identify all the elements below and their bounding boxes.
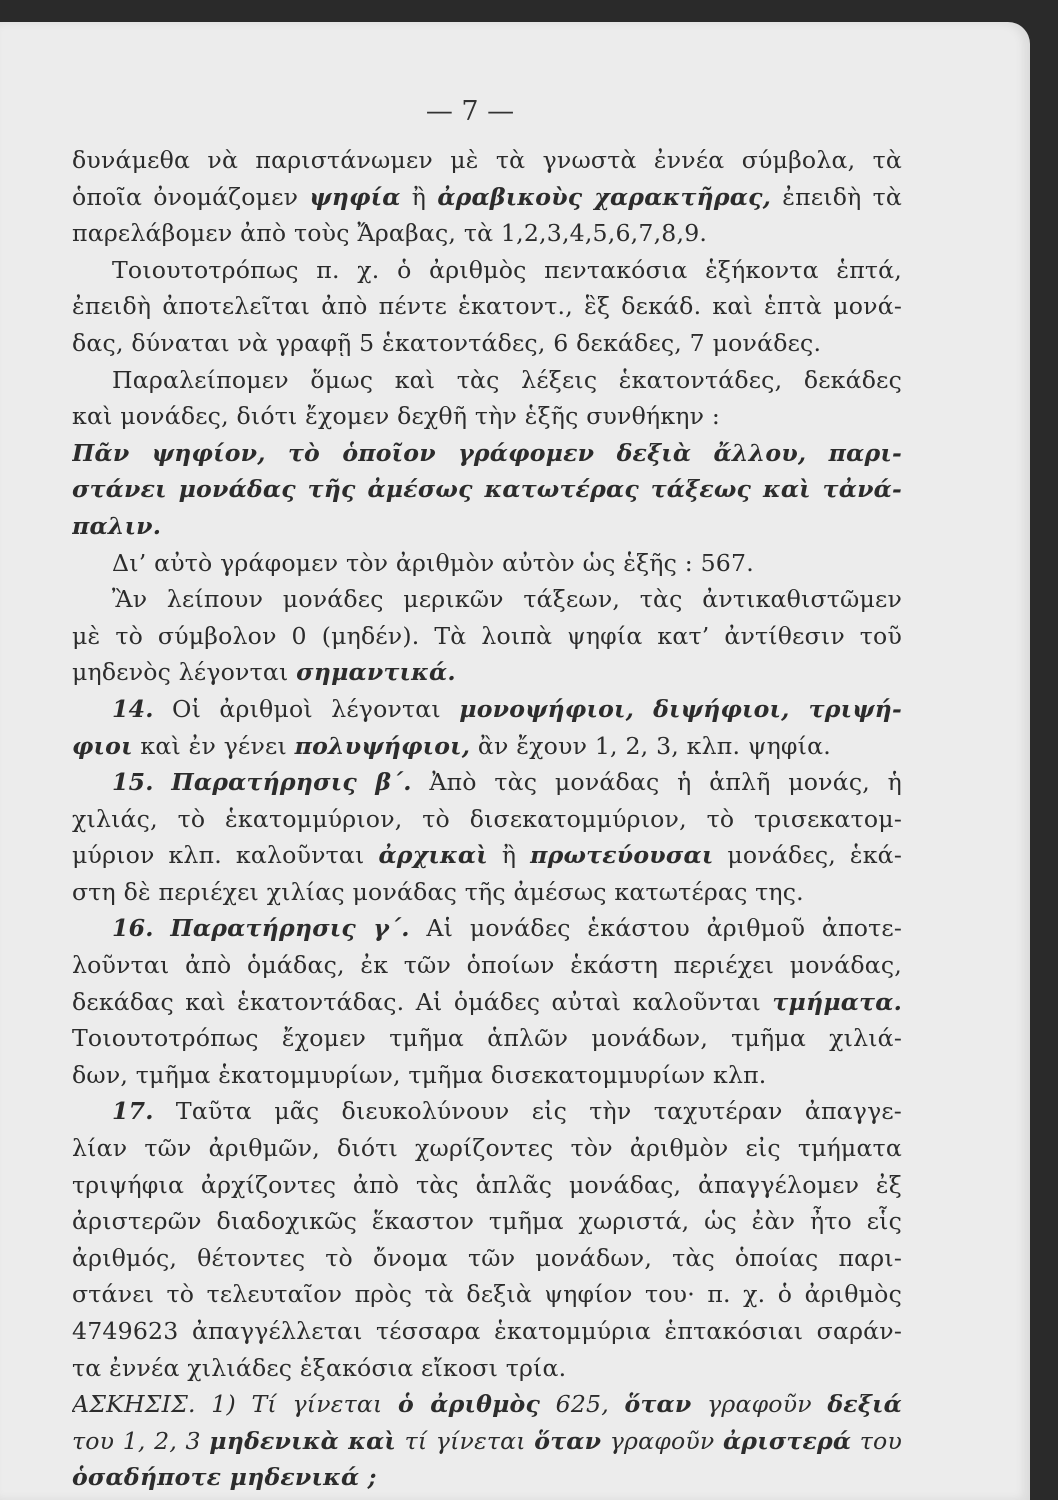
- text-run: δυνάμεθα νὰ παριστάνωμεν μὲ τὰ γνωστὰ ἐννέα σύμβολα, τὰ: [72, 146, 902, 174]
- italic-text: του: [851, 1426, 902, 1455]
- text-run: δων, τμῆμα ἑκατομμυρίων, τμῆμα δισεκατομμυρίων κλπ.: [72, 1060, 767, 1089]
- text-run: παρελάβομεν ἀπὸ τοὺς Ἄραβας, τὰ 1,2,3,4,5,6,7,8,9.: [72, 219, 708, 248]
- emphasis-text: ἀρχικαὶ: [378, 841, 488, 870]
- text-line: [72, 581, 902, 618]
- italic-text: 625,: [540, 1390, 625, 1419]
- text-run: Ἀπὸ τὰς μονάδας ἡ ἁπλῆ μονάς, ἡ: [411, 768, 902, 797]
- text-line: [72, 508, 902, 545]
- text-run: τριψήφια ἀρχίζοντες ἀπὸ τὰς ἁπλᾶς μονάδας, ἀπαγγέλομεν ἐξ: [72, 1170, 902, 1199]
- section-number: 14.: [112, 694, 154, 723]
- text-line: [72, 288, 902, 325]
- text-line: [72, 325, 902, 362]
- text-run: λοῦνται ἀπὸ ὁμάδας, ἐκ τῶν ὁποίων ἑκάστη περιέχει μονάδας,: [72, 951, 902, 980]
- text-run: Ἂν λείπουν μονάδες μερικῶν τάξεων, τὰς ἀντικαθιστῶμεν: [112, 585, 902, 614]
- text-run: στη δὲ περιέχει χιλίας μονάδας τῆς ἀμέσως κατωτέρας της.: [72, 877, 804, 906]
- text-line: [72, 1020, 902, 1057]
- text-line: [72, 1386, 902, 1423]
- emphasis-text: παλιν.: [72, 511, 162, 540]
- text-line: [72, 654, 902, 691]
- emphasis-text: πολυψήφιοι,: [294, 731, 471, 760]
- emphasis-text: πρωτεύουσαι: [530, 841, 714, 870]
- text-line: [72, 215, 902, 252]
- text-run: μύριον κλπ. καλοῦνται: [72, 841, 379, 870]
- text-line: [72, 618, 902, 655]
- emphasis-text: φιοι: [72, 731, 133, 760]
- text-line: [72, 252, 902, 289]
- emphasis-text: Παρατήρησις β΄.: [171, 768, 412, 797]
- text-line: [72, 984, 902, 1021]
- text-line: [72, 545, 902, 582]
- text-run: Δι’ αὐτὸ γράφομεν τὸν ἀριθμὸν αὐτὸν ὡς ἑξῆς : 567.: [112, 548, 754, 577]
- text-run: τα ἐννέα χιλιάδες ἑξακόσια εἴκοσι τρία.: [72, 1353, 567, 1382]
- text-line: [72, 179, 902, 216]
- text-line: [72, 874, 902, 911]
- text-run: [154, 914, 171, 942]
- emphasis-text: ἀριστερά: [722, 1426, 852, 1455]
- text-run: Τοιουτοτρόπως π. χ. ὁ ἀριθμὸς πεντακόσια ἑξήκοντα ἑπτά,: [112, 255, 902, 284]
- text-run: στάνει τὸ τελευταῖον πρὸς τὰ δεξιὰ ψηφίον του· π. χ. ὁ ἀριθμὸς: [72, 1280, 902, 1309]
- text-line: [72, 1350, 902, 1387]
- text-line: [72, 1276, 902, 1313]
- emphasis-text: δεξιά: [827, 1390, 902, 1419]
- section-number: 15.: [112, 768, 154, 797]
- text-run: δεκάδας καὶ ἑκατοντάδας. Αἱ ὁμάδες αὐταὶ καλοῦνται: [72, 987, 773, 1016]
- text-line: [72, 142, 902, 179]
- text-line: [72, 1167, 902, 1204]
- text-run: καὶ μονάδες, διότι ἔχομεν δεχθῆ τὴν ἑξῆς συνθήκην :: [72, 402, 721, 431]
- text-line: [72, 435, 902, 472]
- text-line: [72, 1057, 902, 1094]
- italic-text: γραφοῦν: [601, 1426, 723, 1455]
- text-run: Αἱ μονάδες ἑκάστου ἀριθμοῦ ἀποτε-: [409, 914, 902, 943]
- text-run: ἂν ἔχουν 1, 2, 3, κλπ. ψηφία.: [470, 731, 831, 760]
- text-run: μηδενὸς λέγονται: [72, 658, 297, 687]
- emphasis-text: Πᾶν ψηφίον, τὸ ὁποῖον γράφομεν δεξιὰ ἄλλου, παρι-: [72, 438, 902, 467]
- text-line: [72, 764, 902, 801]
- text-run: ἀριθμός, θέτοντες τὸ ὄνομα τῶν μονάδων, τὰς ὁποίας παρι-: [72, 1243, 902, 1272]
- page-number: — 7 —: [425, 96, 515, 127]
- emphasis-text: μονοψήφιοι, διψήφιοι, τριψή-: [459, 694, 902, 723]
- section-number: 16.: [112, 914, 154, 943]
- emphasis-text: ὅταν: [534, 1426, 602, 1455]
- text-line: [72, 910, 902, 947]
- text-run: Τοιουτοτρόπως ἔχομεν τμῆμα ἁπλῶν μονάδων, τμῆμα χιλιά-: [72, 1024, 902, 1053]
- text-line: [72, 1240, 902, 1277]
- text-run: ὁποῖα ὀνομάζομεν: [72, 182, 310, 211]
- text-line: [72, 471, 902, 508]
- text-line: [72, 837, 902, 874]
- text-line: [72, 1093, 902, 1130]
- body-text: [72, 142, 902, 1496]
- text-line: [72, 728, 902, 765]
- emphasis-text: σημαντικά.: [296, 658, 456, 687]
- text-line: [72, 362, 902, 399]
- text-run: Οἱ ἀριθμοὶ λέγονται: [153, 694, 460, 723]
- emphasis-text: ὁ ἀριθμὸς: [398, 1390, 541, 1419]
- text-run: λίαν τῶν ἀριθμῶν, διότι χωρίζοντες τὸν ἀριθμὸν εἰς τμήματα: [72, 1134, 902, 1163]
- section-number: 17.: [112, 1097, 154, 1126]
- emphasis-text: ὁσαδήποτε μηδενικά ;: [72, 1463, 377, 1492]
- text-run: 4749623 ἀπαγγέλλεται τέσσαρα ἑκατομμύρια ἑπτακόσιαι σαράν-: [72, 1317, 902, 1345]
- text-line: [72, 691, 902, 728]
- text-run: [154, 768, 172, 796]
- text-run: ἐπειδὴ ἀποτελεῖται ἀπὸ πέντε ἑκατοντ., ἓξ δεκάδ. καὶ ἑπτὰ μονά-: [72, 292, 902, 321]
- emphasis-text: ὅταν: [624, 1390, 692, 1419]
- text-line: [72, 1130, 902, 1167]
- book-page: [0, 22, 1030, 1500]
- text-line: [72, 801, 902, 838]
- italic-text: γραφοῦν: [691, 1390, 828, 1419]
- italic-text: του 1, 2, 3: [72, 1426, 210, 1455]
- text-run: καὶ ἐν γένει: [132, 731, 295, 760]
- text-line: [72, 1459, 902, 1496]
- text-line: [72, 398, 902, 435]
- emphasis-text: τμήματα.: [772, 987, 902, 1016]
- text-run: μονάδες, ἑκά-: [713, 841, 902, 870]
- text-line: [72, 1203, 902, 1240]
- text-run: ἢ: [487, 841, 531, 870]
- text-line: [72, 947, 902, 984]
- text-run: Παραλείπομεν ὅμως καὶ τὰς λέξεις ἑκατοντάδες, δεκάδες: [112, 365, 902, 394]
- text-run: δας, δύναται νὰ γραφῇ 5 ἑκατοντάδες, 6 δεκάδες, 7 μονάδες.: [72, 328, 822, 357]
- text-line: [72, 1313, 902, 1350]
- text-run: ἢ: [400, 182, 438, 211]
- italic-text: τί γίνεται: [396, 1426, 535, 1455]
- text-run: ἐπειδὴ τὰ: [771, 182, 902, 211]
- text-line: [72, 1423, 902, 1460]
- emphasis-text: ψηφία: [309, 182, 401, 211]
- italic-text: ΑΣΚΗΣΙΣ. 1) Τί γίνεται: [72, 1390, 399, 1419]
- emphasis-text: Παρατήρησις γ΄.: [170, 914, 410, 943]
- emphasis-text: στάνει μονάδας τῆς ἀμέσως κατωτέρας τάξεως καὶ τἀνά-: [72, 475, 902, 504]
- text-run: Ταῦτα μᾶς διευκολύνουν εἰς τὴν ταχυτέραν ἀπαγγε-: [153, 1097, 902, 1126]
- text-run: μὲ τὸ σύμβολον 0 (μηδέν). Τὰ λοιπὰ ψηφία κατ’ ἀντίθεσιν τοῦ: [72, 621, 902, 650]
- text-run: ἀριστερῶν διαδοχικῶς ἕκαστον τμῆμα χωριστά, ὡς ἐὰν ἦτο εἷς: [72, 1207, 902, 1236]
- text-run: χιλιάς, τὸ ἑκατομμύριον, τὸ δισεκατομμύριον, τὸ τρισεκατομ-: [72, 804, 902, 833]
- emphasis-text: ἀραβικοὺς χαρακτῆρας,: [437, 182, 772, 211]
- emphasis-text: μηδενικὰ καὶ: [209, 1426, 397, 1455]
